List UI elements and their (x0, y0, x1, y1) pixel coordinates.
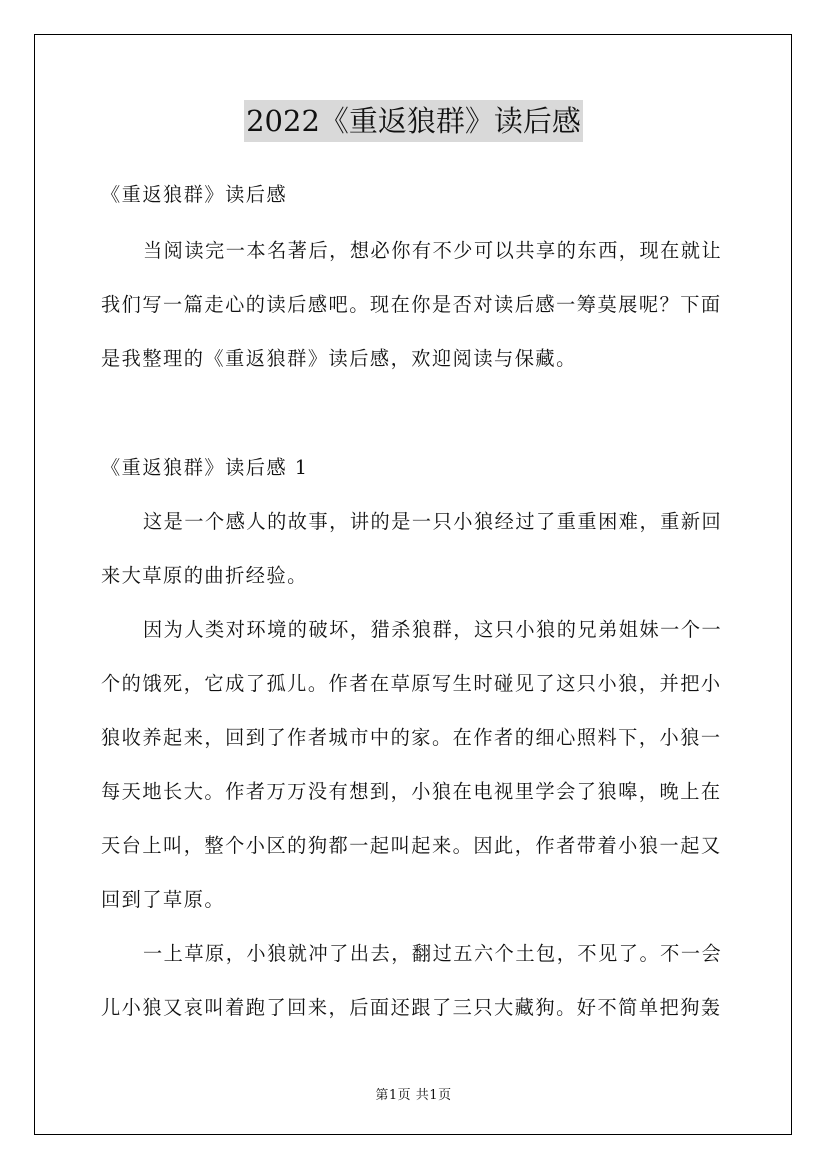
page-footer: 第1页 共1页 (375, 1088, 452, 1103)
para1-line-1: 这是一个感人的故事，讲的是一只小狼经过了重重困难，重新回 (143, 510, 723, 533)
para2-line-2: 个的饿死，它成了孤儿。作者在草原写生时碰见了这只小狼，并把小 (101, 672, 722, 695)
title-container (0, 100, 827, 142)
para3-line-2: 儿小狼又哀叫着跑了回来，后面还跟了三只大藏狗。好不简单把狗轰 (101, 996, 722, 1019)
document-title: 2022《重返狼群》读后感 (244, 100, 583, 142)
para1-line-2: 来大草原的曲折经验。 (101, 564, 308, 587)
intro-line-3: 是我整理的《重返狼群》读后感，欢迎阅读与保藏。 (101, 347, 577, 370)
section-heading: 《重返狼群》读后感 1 (101, 456, 309, 479)
para2-line-5: 天台上叫，整个小区的狗都一起叫起来。因此，作者带着小狼一起又 (101, 834, 722, 857)
subtitle: 《重返狼群》读后感 (101, 183, 288, 206)
intro-line-2: 我们写一篇走心的读后感吧。现在你是否对读后感一筹莫展呢？下面 (101, 293, 722, 316)
para2-line-3: 狼收养起来，回到了作者城市中的家。在作者的细心照料下，小狼一 (101, 726, 722, 749)
intro-line-1: 当阅读完一本名著后，想必你有不少可以共享的东西，现在就让 (143, 239, 723, 262)
para3-line-1: 一上草原，小狼就冲了出去，翻过五六个土包，不见了。不一会 (143, 942, 723, 965)
para2-line-6: 回到了草原。 (101, 888, 226, 911)
para2-line-4: 每天地长大。作者万万没有想到，小狼在电视里学会了狼嗥，晚上在 (101, 780, 722, 803)
para2-line-1: 因为人类对环境的破坏，猎杀狼群，这只小狼的兄弟姐妹一个一 (143, 618, 723, 641)
